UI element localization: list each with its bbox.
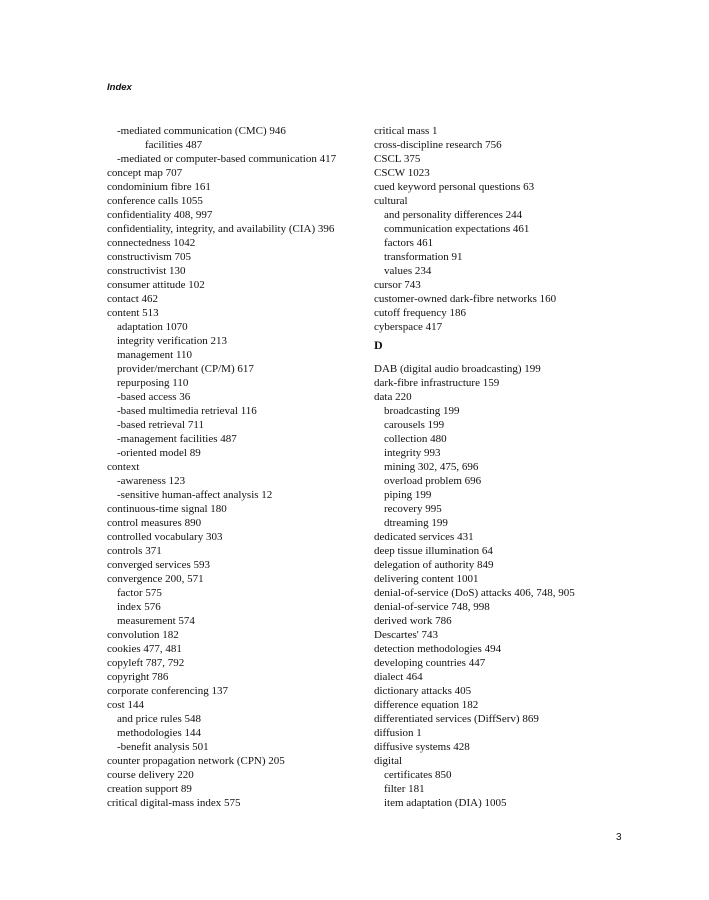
index-entry: Descartes' 743: [374, 629, 438, 641]
running-head: Index: [107, 82, 132, 93]
index-entry: detection methodologies 494: [374, 643, 502, 655]
index-entry: constructivism 705: [107, 251, 192, 263]
index-subentry: recovery 995: [384, 503, 442, 515]
index-entry: delegation of authority 849: [374, 559, 494, 571]
index-subentry: -oriented model 89: [117, 447, 201, 459]
index-subentry: mining 302, 475, 696: [384, 461, 479, 473]
index-entry: control measures 890: [107, 517, 202, 529]
index-subentry: index 576: [117, 601, 161, 613]
index-subentry: communication expectations 461: [384, 223, 530, 235]
index-subentry: broadcasting 199: [384, 405, 460, 417]
index-entry: difference equation 182: [374, 699, 479, 711]
index-entry: deep tissue illumination 64: [374, 545, 493, 557]
index-entry: DAB (digital audio broadcasting) 199: [374, 363, 541, 375]
index-entry: dark-fibre infrastructure 159: [374, 377, 500, 389]
index-entry: conference calls 1055: [107, 195, 203, 207]
index-subentry: -sensitive human-affect analysis 12: [117, 489, 273, 501]
index-entry: critical mass 1: [374, 125, 438, 137]
index-entry: cursor 743: [374, 279, 421, 291]
index-subentry: facilities 487: [145, 139, 203, 151]
index-entry: differentiated services (DiffServ) 869: [374, 713, 539, 725]
index-entry: cutoff frequency 186: [374, 307, 467, 319]
index-entry: cued keyword personal questions 63: [374, 181, 535, 193]
index-subentry: factor 575: [117, 587, 162, 599]
index-subentry: overload problem 696: [384, 475, 482, 487]
index-subentry: -benefit analysis 501: [117, 741, 209, 753]
index-entry: controls 371: [107, 545, 162, 557]
index-entry: context: [107, 461, 140, 473]
index-subentry: measurement 574: [117, 615, 195, 627]
index-entry: convolution 182: [107, 629, 179, 641]
index-column-left: [107, 124, 357, 810]
index-entry: confidentiality 408, 997: [107, 209, 213, 221]
index-subentry: carousels 199: [384, 419, 445, 431]
index-entry: cross-discipline research 756: [374, 139, 502, 151]
index-entry: condominium fibre 161: [107, 181, 211, 193]
index-entry: concept map 707: [107, 167, 183, 179]
index-entry: continuous-time signal 180: [107, 503, 227, 515]
index-entry: developing countries 447: [374, 657, 486, 669]
index-entry: constructivist 130: [107, 265, 186, 277]
index-subentry: methodologies 144: [117, 727, 202, 739]
index-entry: corporate conferencing 137: [107, 685, 228, 697]
index-subentry: integrity verification 213: [117, 335, 227, 347]
index-entry: denial-of-service 748, 998: [374, 601, 490, 613]
index-subentry: and price rules 548: [117, 713, 201, 725]
index-entry: CSCW 1023: [374, 167, 430, 179]
index-section-letter: D: [374, 338, 383, 352]
index-entry: digital: [374, 755, 403, 767]
index-subentry: adaptation 1070: [117, 321, 188, 333]
index-entry: counter propagation network (CPN) 205: [107, 755, 285, 767]
index-subentry: piping 199: [384, 489, 432, 501]
index-subentry: -based retrieval 711: [117, 419, 204, 431]
index-subentry: repurposing 110: [117, 377, 189, 389]
index-entry: denial-of-service (DoS) attacks 406, 748, 905: [374, 587, 575, 599]
index-subentry: factors 461: [384, 237, 434, 249]
index-entry: derived work 786: [374, 615, 452, 627]
index-subentry: -based multimedia retrieval 116: [117, 405, 257, 417]
index-subentry: -awareness 123: [117, 475, 186, 487]
index-subentry: management 110: [117, 349, 193, 361]
index-entry: customer-owned dark-fibre networks 160: [374, 293, 557, 305]
index-entry: cost 144: [107, 699, 144, 711]
index-entry: delivering content 1001: [374, 573, 479, 585]
index-entry: cultural: [374, 195, 408, 207]
index-subentry: provider/merchant (CP/M) 617: [117, 363, 254, 375]
index-entry: dictionary attacks 405: [374, 685, 472, 697]
index-subentry: transformation 91: [384, 251, 463, 263]
index-column-right: [374, 124, 634, 810]
index-entry: content 513: [107, 307, 159, 319]
index-entry: confidentiality, integrity, and availability (CIA) 396: [107, 223, 335, 235]
index-subentry: values 234: [384, 265, 432, 277]
index-entry: convergence 200, 571: [107, 573, 204, 585]
index-subentry: and personality differences 244: [384, 209, 523, 221]
index-entry: converged services 593: [107, 559, 211, 571]
index-entry: controlled vocabulary 303: [107, 531, 223, 543]
index-subentry: certificates 850: [384, 769, 452, 781]
index-subentry: collection 480: [384, 433, 447, 445]
index-entry: dedicated services 431: [374, 531, 474, 543]
index-subentry: filter 181: [384, 783, 425, 795]
index-subentry: -mediated or computer-based communication 417: [117, 153, 337, 165]
index-entry: CSCL 375: [374, 153, 421, 165]
index-subentry: integrity 993: [384, 447, 441, 459]
page-number: 3: [616, 832, 622, 843]
index-subentry: dtreaming 199: [384, 517, 448, 529]
index-entry: diffusive systems 428: [374, 741, 470, 753]
index-entry: consumer attitude 102: [107, 279, 205, 291]
index-subentry: -management facilities 487: [117, 433, 237, 445]
index-subentry: -based access 36: [117, 391, 191, 403]
index-entry: contact 462: [107, 293, 159, 305]
index-entry: cyberspace 417: [374, 321, 443, 333]
index-entry: data 220: [374, 391, 412, 403]
index-entry: diffusion 1: [374, 727, 422, 739]
index-entry: cookies 477, 481: [107, 643, 182, 655]
index-entry: copyleft 787, 792: [107, 657, 185, 669]
index-entry: connectedness 1042: [107, 237, 196, 249]
index-entry: critical digital-mass index 575: [107, 797, 241, 809]
index-entry: dialect 464: [374, 671, 423, 683]
index-entry: copyright 786: [107, 671, 169, 683]
index-entry: course delivery 220: [107, 769, 194, 781]
index-subentry: -mediated communication (CMC) 946: [117, 125, 286, 137]
index-entry: creation support 89: [107, 783, 192, 795]
index-subentry: item adaptation (DIA) 1005: [384, 797, 507, 809]
